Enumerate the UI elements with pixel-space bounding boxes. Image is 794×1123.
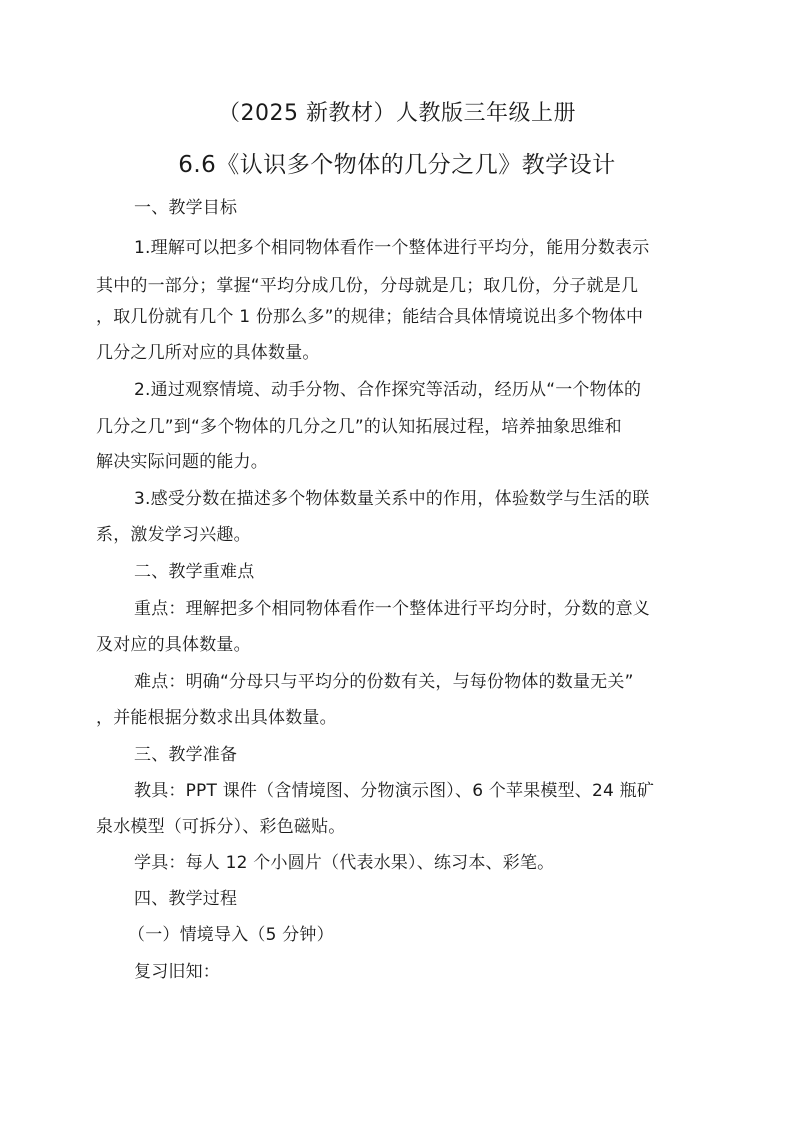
section-heading-preparation: 三、教学准备 — [134, 745, 238, 765]
student-tools-line: 学具：每人 12 个小圆片（代表水果）、练习本、彩笔。 — [134, 853, 555, 873]
section-heading-key-points: 二、教学重难点 — [134, 562, 255, 582]
goal3-line1: 3.感受分数在描述多个物体数量关系中的作用，体验数学与生活的联 — [134, 489, 650, 509]
subsection-scene-intro: （一）情境导入（5 分钟） — [128, 925, 334, 945]
goal2-line2: 几分之几”到“多个物体的几分之几”的认知拓展过程，培养抽象思维和 — [96, 417, 622, 437]
goal1-line1: 1.理解可以把多个相同物体看作一个整体进行平均分，能用分数表示 — [134, 238, 650, 258]
goal2-line1: 2.通过观察情境、动手分物、合作探究等活动，经历从“一个物体的 — [134, 380, 642, 400]
goal1-line4: 几分之几所对应的具体数量。 — [96, 343, 320, 363]
key-point-line1: 重点：理解把多个相同物体看作一个整体进行平均分时，分数的意义 — [134, 599, 650, 619]
document-title-line1: （2025 新教材）人教版三年级上册 — [218, 101, 576, 126]
difficulty-line1: 难点：明确“分母只与平均分的份数有关，与每份物体的数量无关” — [134, 672, 634, 692]
section-heading-goals: 一、教学目标 — [134, 198, 238, 218]
difficulty-line2: ，并能根据分数求出具体数量。 — [96, 708, 337, 728]
section-heading-process: 四、教学过程 — [134, 889, 238, 909]
key-point-line2: 及对应的具体数量。 — [96, 635, 251, 655]
review-label: 复习旧知： — [134, 962, 220, 982]
goal1-line2: 其中的一部分；掌握“平均分成几份，分母就是几；取几份，分子就是几 — [96, 276, 639, 296]
document-title-line2: 6.6《认识多个物体的几分之几》教学设计 — [178, 152, 616, 178]
teacher-tools-line1: 教具：PPT 课件（含情境图、分物演示图）、6 个苹果模型、24 瓶矿 — [134, 781, 655, 801]
teacher-tools-line2: 泉水模型（可拆分）、彩色磁贴。 — [96, 817, 346, 837]
goal3-line2: 系，激发学习兴趣。 — [96, 525, 251, 545]
goal1-line3: ，取几份就有几个 1 份那么多”的规律；能结合具体情境说出多个物体中 — [96, 307, 644, 327]
goal2-line3: 解决实际问题的能力。 — [96, 452, 268, 472]
